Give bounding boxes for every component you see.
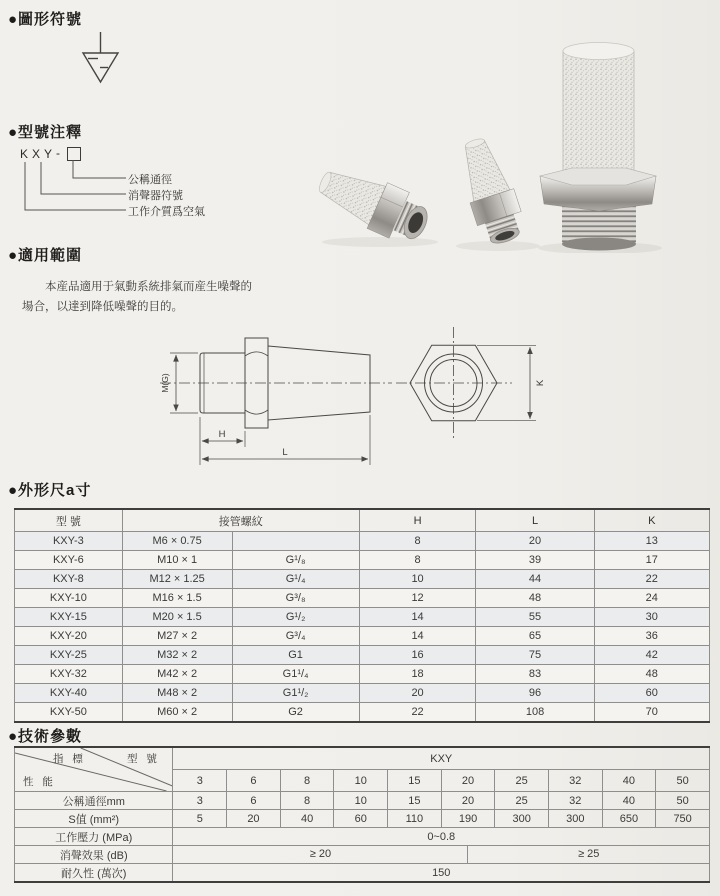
tech-span-cell: 150	[173, 864, 710, 883]
tech-value-cell: 650	[602, 810, 656, 828]
tech-row-label: 公稱通徑mm	[15, 792, 173, 810]
dim-label-mg: M(G)	[160, 373, 170, 393]
tech-value-cell: 15	[388, 792, 442, 810]
tech-span-cell: 0~0.8	[173, 828, 710, 846]
model-label-silencer: 消聲器符號	[128, 190, 183, 202]
dim-cell-metric: M60 × 2	[122, 703, 232, 723]
dim-header-thread: 接管螺紋	[122, 509, 359, 532]
dim-cell-metric: M27 × 2	[122, 627, 232, 646]
tech-split-cell	[173, 846, 710, 864]
dim-header-h: H	[359, 509, 476, 532]
dim-row	[15, 589, 710, 608]
model-label-medium: 工作介質爲空氣	[128, 206, 205, 218]
dim-cell-model: KXY-50	[15, 703, 123, 723]
dim-cell-k: 48	[594, 665, 709, 684]
dim-cell-g: G¹/₄	[232, 570, 359, 589]
corner-label-indicator: 指 標	[53, 753, 86, 765]
corner-label-performance: 性 能	[23, 776, 56, 788]
dim-label-l: L	[282, 447, 288, 458]
section-title-dimensions: ●外形尺a寸	[8, 482, 92, 499]
dim-cell-k: 22	[594, 570, 709, 589]
model-label-bore: 公稱通徑	[128, 174, 172, 186]
dim-cell-metric: M48 × 2	[122, 684, 232, 703]
tech-row-label: 消聲效果 (dB)	[15, 846, 173, 864]
dim-cell-metric: M12 × 1.25	[122, 570, 232, 589]
tech-value-cell: 10	[334, 792, 388, 810]
tech-size-cell: 25	[495, 770, 549, 792]
corner-label-model: 型 號	[127, 753, 160, 765]
photo-left-silencer	[311, 158, 438, 250]
section-title-model-notation: ●型號注釋	[8, 124, 83, 141]
dim-cell-metric: M32 × 2	[122, 646, 232, 665]
dim-cell-k: 42	[594, 646, 709, 665]
tech-value-cell: 50	[656, 792, 710, 810]
tech-row	[15, 828, 710, 846]
dim-cell-h: 8	[359, 532, 476, 551]
tech-row	[15, 792, 710, 810]
dim-cell-h: 10	[359, 570, 476, 589]
tech-row	[15, 810, 710, 828]
tech-series-cell: KXY	[173, 747, 710, 770]
tech-value-cell: 5	[173, 810, 227, 828]
dim-cell-g: G1	[232, 646, 359, 665]
dim-cell-h: 14	[359, 608, 476, 627]
model-dash: -	[56, 146, 60, 160]
dim-cell-g: G³/₈	[232, 589, 359, 608]
dim-row	[15, 532, 710, 551]
tech-row	[15, 846, 710, 864]
dim-row	[15, 703, 710, 723]
tech-value-cell: 40	[280, 810, 334, 828]
dim-header-k: K	[594, 509, 709, 532]
dim-row	[15, 608, 710, 627]
tech-value-cell: 190	[441, 810, 495, 828]
dim-cell-model: KXY-15	[15, 608, 123, 627]
dim-cell-metric: M6 × 0.75	[122, 532, 232, 551]
dim-cell-k: 60	[594, 684, 709, 703]
tech-value-cell: 20	[441, 792, 495, 810]
section-title-application: ●適用範圍	[8, 247, 83, 264]
tech-value-cell: 6	[227, 792, 281, 810]
photo-middle-silencer	[452, 133, 540, 251]
dim-cell-model: KXY-25	[15, 646, 123, 665]
dim-label-k: K	[535, 379, 546, 387]
dim-cell-l: 55	[476, 608, 594, 627]
dim-header-l: L	[476, 509, 594, 532]
dim-row	[15, 665, 710, 684]
tech-value-cell: 32	[548, 792, 602, 810]
dim-cell-h: 12	[359, 589, 476, 608]
dim-row	[15, 551, 710, 570]
tech-value-cell: 8	[280, 792, 334, 810]
dim-cell-g: G1¹/₂	[232, 684, 359, 703]
tech-value-cell: 750	[656, 810, 710, 828]
tech-row-label: 工作壓力 (MPa)	[15, 828, 173, 846]
tech-size-cell: 32	[548, 770, 602, 792]
hex-view-drawing	[396, 327, 536, 439]
dim-cell-k: 70	[594, 703, 709, 723]
dim-cell-metric: M20 × 1.5	[122, 608, 232, 627]
dim-cell-l: 44	[476, 570, 594, 589]
dim-cell-model: KXY-10	[15, 589, 123, 608]
dim-label-h: H	[218, 429, 226, 440]
tech-corner-cell	[15, 747, 173, 792]
dim-cell-h: 22	[359, 703, 476, 723]
dim-cell-k: 36	[594, 627, 709, 646]
dim-header-model: 型 號	[15, 509, 123, 532]
model-code: KXY	[20, 147, 57, 161]
tech-value-cell: 25	[495, 792, 549, 810]
tech-value-cell: 3	[173, 792, 227, 810]
side-view-drawing	[160, 338, 392, 465]
section-title-tech-params: ●技術參數	[8, 728, 83, 745]
dim-row	[15, 627, 710, 646]
tech-value-cell: 300	[495, 810, 549, 828]
product-photos	[300, 8, 720, 253]
tech-value-cell: 40	[602, 792, 656, 810]
tech-split-left: ≥ 20	[173, 846, 468, 863]
dim-cell-metric: M16 × 1.5	[122, 589, 232, 608]
dim-cell-h: 18	[359, 665, 476, 684]
dim-cell-l: 20	[476, 532, 594, 551]
dim-cell-g: G¹/₈	[232, 551, 359, 570]
model-notation-lines	[14, 160, 234, 230]
tech-size-cell: 15	[388, 770, 442, 792]
dim-cell-model: KXY-8	[15, 570, 123, 589]
dim-cell-l: 96	[476, 684, 594, 703]
dim-cell-k: 30	[594, 608, 709, 627]
dim-cell-g: G³/₄	[232, 627, 359, 646]
dim-cell-g	[232, 532, 359, 551]
dim-cell-metric: M42 × 2	[122, 665, 232, 684]
dim-cell-k: 24	[594, 589, 709, 608]
dim-cell-l: 75	[476, 646, 594, 665]
dim-cell-model: KXY-32	[15, 665, 123, 684]
dim-header-row	[15, 509, 710, 532]
dim-cell-l: 108	[476, 703, 594, 723]
dim-cell-l: 39	[476, 551, 594, 570]
tech-size-cell: 3	[173, 770, 227, 792]
tech-size-cell: 20	[441, 770, 495, 792]
dim-cell-l: 48	[476, 589, 594, 608]
section-title-graphic-symbol: ●圖形符號	[8, 11, 83, 28]
tech-size-cell: 40	[602, 770, 656, 792]
dim-cell-metric: M10 × 1	[122, 551, 232, 570]
dimension-drawing	[140, 325, 570, 475]
tech-params-table	[14, 746, 710, 883]
photo-large-silencer	[538, 43, 662, 254]
tech-size-cell: 8	[280, 770, 334, 792]
tech-row-label: 耐久性 (萬次)	[15, 864, 173, 883]
tech-size-cell: 10	[334, 770, 388, 792]
tech-row-label: S值 (mm²)	[15, 810, 173, 828]
dimensions-table	[14, 508, 710, 723]
tech-value-cell: 60	[334, 810, 388, 828]
dim-cell-g: G1¹/₄	[232, 665, 359, 684]
application-text: 本産品適用于氣動系統排氣而産生噪聲的場合，以達到降低噪聲的目的。	[22, 281, 252, 313]
dim-cell-g: G¹/₂	[232, 608, 359, 627]
dim-row	[15, 570, 710, 589]
silencer-symbol-icon	[55, 25, 145, 95]
tech-header-row-1	[15, 747, 710, 770]
tech-value-cell: 110	[388, 810, 442, 828]
dim-row	[15, 684, 710, 703]
tech-value-cell: 20	[227, 810, 281, 828]
tech-value-cell: 300	[548, 810, 602, 828]
dim-cell-k: 17	[594, 551, 709, 570]
dim-cell-l: 65	[476, 627, 594, 646]
dim-cell-h: 20	[359, 684, 476, 703]
dim-cell-g: G2	[232, 703, 359, 723]
dim-cell-l: 83	[476, 665, 594, 684]
dim-row	[15, 646, 710, 665]
dim-cell-model: KXY-20	[15, 627, 123, 646]
dim-cell-model: KXY-40	[15, 684, 123, 703]
tech-row	[15, 864, 710, 883]
tech-size-cell: 50	[656, 770, 710, 792]
size-box	[67, 147, 81, 161]
tech-split-right: ≥ 25	[578, 848, 600, 860]
dim-cell-h: 16	[359, 646, 476, 665]
dim-cell-h: 8	[359, 551, 476, 570]
dim-cell-model: KXY-6	[15, 551, 123, 570]
dim-cell-model: KXY-3	[15, 532, 123, 551]
dim-cell-k: 13	[594, 532, 709, 551]
tech-size-cell: 6	[227, 770, 281, 792]
dim-cell-h: 14	[359, 627, 476, 646]
